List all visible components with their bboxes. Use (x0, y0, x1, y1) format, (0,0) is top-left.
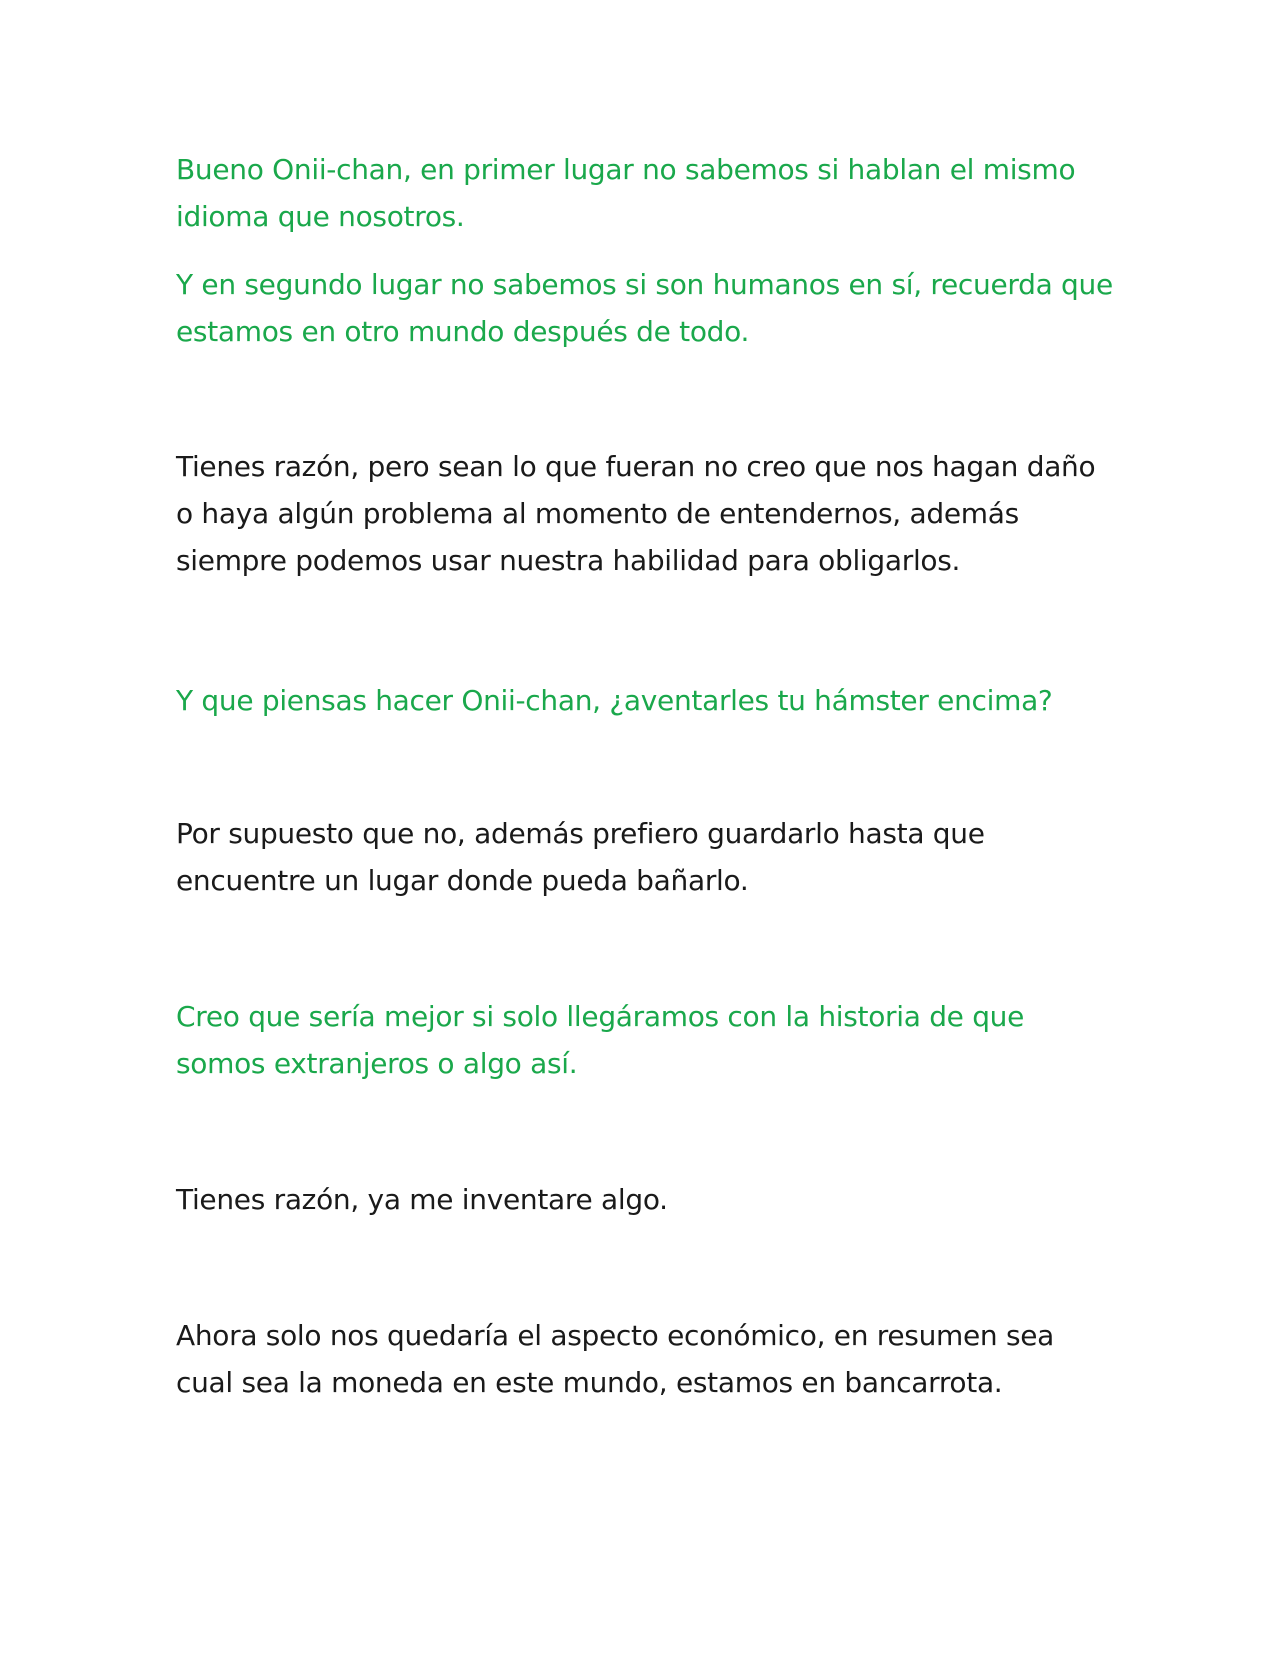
dialogue-line: Tienes razón, ya me inventare algo. (176, 1183, 668, 1216)
dialogue-paragraph-4 (176, 677, 1116, 724)
dialogue-paragraph-8 (176, 1312, 1116, 1406)
dialogue-line: Creo que sería mejor si solo llegáramos con la historia de que (176, 1000, 1025, 1033)
dialogue-line: Y en segundo lugar no sabemos si son humanos en sí, recuerda que (176, 268, 1113, 301)
dialogue-paragraph-2 (176, 261, 1116, 355)
dialogue-line: Por supuesto que no, además prefiero guardarlo hasta que (176, 817, 985, 850)
dialogue-paragraph-6 (176, 993, 1116, 1087)
dialogue-line: Bueno Onii-chan, en primer lugar no sabemos si hablan el mismo (176, 153, 1076, 186)
dialogue-line: estamos en otro mundo después de todo. (176, 315, 750, 348)
dialogue-paragraph-5 (176, 810, 1116, 904)
dialogue-line: Ahora solo nos quedaría el aspecto económico, en resumen sea (176, 1319, 1055, 1352)
dialogue-paragraph-7 (176, 1176, 1116, 1223)
dialogue-line: cual sea la moneda en este mundo, estamos en bancarrota. (176, 1366, 1003, 1399)
dialogue-line: Y que piensas hacer Onii-chan, ¿aventarles tu hámster encima? (176, 684, 1053, 717)
dialogue-line: somos extranjeros o algo así. (176, 1047, 578, 1080)
dialogue-paragraph-3 (176, 443, 1116, 584)
dialogue-line: Tienes razón, pero sean lo que fueran no creo que nos hagan daño (176, 450, 1096, 483)
dialogue-line: idioma que nosotros. (176, 200, 465, 233)
dialogue-line: encuentre un lugar donde pueda bañarlo. (176, 864, 749, 897)
dialogue-line: siempre podemos usar nuestra habilidad para obligarlos. (176, 544, 961, 577)
dialogue-line: o haya algún problema al momento de entendernos, además (176, 497, 1019, 530)
dialogue-paragraph-1 (176, 146, 1116, 240)
